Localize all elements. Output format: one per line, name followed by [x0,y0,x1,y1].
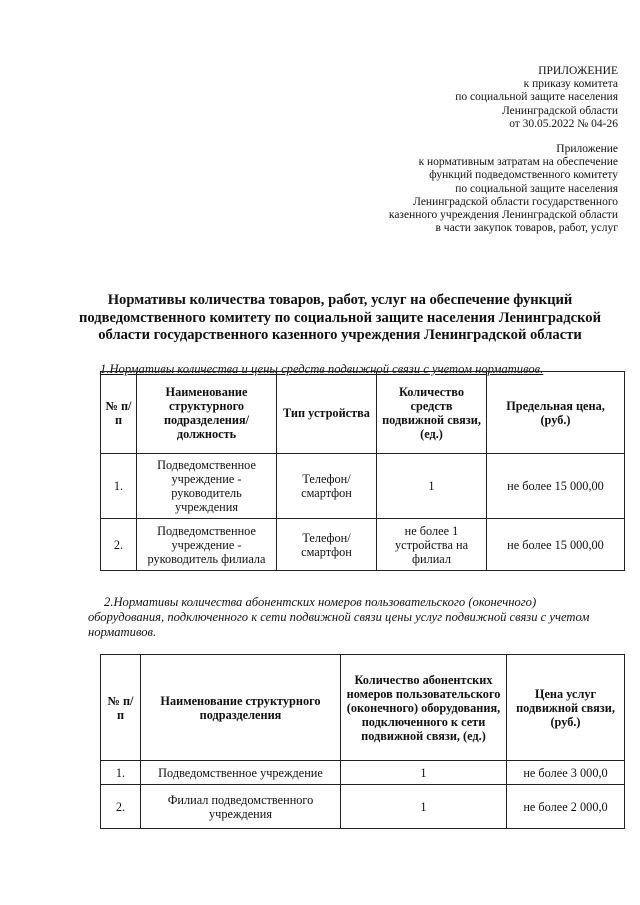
table-cell: не более 3 000,0 [507,761,625,785]
appendix-line: по социальной защите населения [455,91,618,104]
table-row [101,761,625,785]
column-header: Наименование структурного подразделения/должность [137,372,277,454]
table-cell: Подведомственное учреждение - руководитель учреждения [137,454,277,519]
appendix-sub-line: по социальной защите населения [455,182,618,195]
subscriber-numbers-table [100,654,625,829]
table-cell: не более 2 000,0 [507,785,625,829]
appendix-sub-line: функций подведомственного комитету [429,169,618,182]
table-cell: Подведомственное учреждение - руководитель филиала [137,519,277,571]
table-cell: Телефон/ смартфон [277,454,377,519]
column-header: Количество абонентских номеров пользовательского (оконечного) оборудования, подключенного к сети подвижной связи, (ед.) [341,655,507,761]
table-cell: 1 [377,454,487,519]
appendix-line: ПРИЛОЖЕНИЕ [538,65,618,77]
table-row [101,454,625,519]
table-cell: 2. [101,785,141,829]
table-cell: 2. [101,519,137,571]
section-2-caption: 2.Нормативы количества абонентских номеров пользовательского (оконечного) оборудования, подключенного к сети подвижной связи цены услуг подвижной связи с учетом нормативов. [88,595,590,639]
table-row [101,785,625,829]
appendix-sub-line: в части закупок товаров, работ, услуг [435,222,618,235]
table-cell: не более 15 000,00 [487,519,625,571]
table-cell: Филиал подведомственного учреждения [141,785,341,829]
title-line: области государственного казенного учреждения Ленинградской области [98,327,582,343]
table-cell: Телефон/ смартфон [277,519,377,571]
column-header: Количество средств подвижной связи, (ед.) [377,372,487,454]
mobile-devices-table [100,371,625,571]
appendix-sub-line: Приложение [556,143,618,155]
title-line: подведомственного комитету по социальной защите населения Ленинградской [78,309,602,326]
table-header-row [101,655,625,761]
appendix-sub-line: казенного учреждения Ленинградской области [388,209,618,222]
column-header: Тип устройства [277,372,377,454]
appendix-sub-line: к нормативным затратам на обеспечение [418,156,618,169]
appendix-line: Ленинградской области [501,104,618,117]
section-1-caption: 1.Нормативы количества и цены средств подвижной связи с учетом нормативов. [100,362,544,376]
table-header-row [101,372,625,454]
column-header: Наименование структурного подразделения [141,655,341,761]
table-cell: 1. [101,454,137,519]
table-cell: Подведомственное учреждение [141,761,341,785]
column-header: Цена услуг подвижной связи, (руб.) [507,655,625,761]
table-cell: не более 1 устройства на филиал [377,519,487,571]
table-cell: 1 [341,785,507,829]
table-cell: не более 15 000,00 [487,454,625,519]
table-cell: 1. [101,761,141,785]
table-row [101,519,625,571]
appendix-sub-header [389,143,618,235]
column-header: Предельная цена, (руб.) [487,372,625,454]
title-line: Нормативы количества товаров, работ, услуг на обеспечение функций [107,292,573,308]
column-header: № п/п [101,655,141,761]
appendix-line: к приказу комитета [523,78,618,91]
table-cell: 1 [341,761,507,785]
document-title [60,292,620,345]
column-header: № п/п [101,372,137,454]
appendix-sub-line: Ленинградской области государственного [413,195,618,208]
appendix-line: от 30.05.2022 № 04-26 [509,117,618,130]
appendix-header [455,65,618,131]
